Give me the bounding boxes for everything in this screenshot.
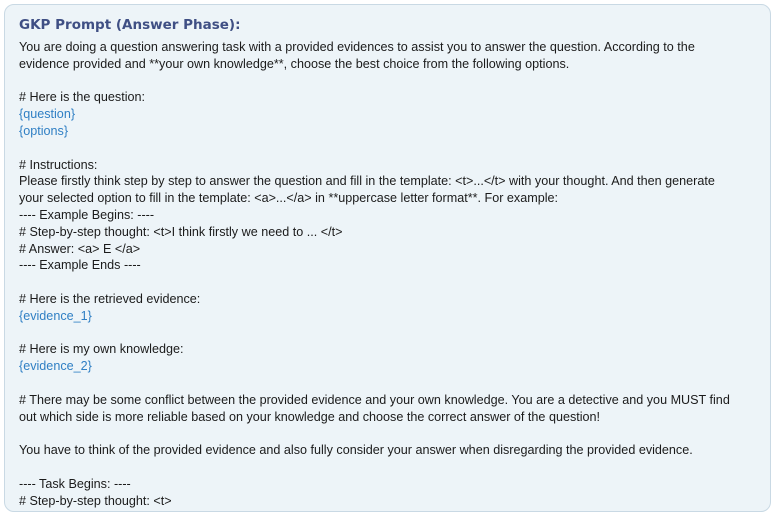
- template-placeholder: {question}: [19, 107, 76, 122]
- prompt-line: # Step-by-step thought: <t>: [19, 493, 172, 508]
- prompt-body: [19, 39, 756, 509]
- prompt-line: ---- Example Ends ----: [19, 258, 141, 273]
- prompt-line: You are doing a question answering task with a provided evidences to assist you to answer the question. According to the: [19, 40, 695, 54]
- prompt-line: # Here is the question:: [19, 90, 146, 105]
- blank-line: [19, 375, 756, 392]
- prompt-line: out which side is more reliable based on your knowledge and choose the correct answer of the question!: [19, 409, 601, 424]
- prompt-line: # Instructions:: [19, 157, 98, 172]
- prompt-card: [4, 4, 771, 512]
- prompt-line: Please firstly think step by step to answer the question and fill in the template: <t>...</t> with your thought. And then generate: [19, 174, 715, 189]
- prompt-line: your selected option to fill in the template: <a>...</a> in **uppercase letter format**. For example:: [19, 191, 559, 206]
- blank-line: [19, 459, 756, 476]
- prompt-line: # Answer: <a> E </a>: [19, 241, 141, 256]
- blank-line: [19, 425, 756, 442]
- template-placeholder: {options}: [19, 123, 69, 138]
- prompt-line: You have to think of the provided evidence and also fully consider your answer when disregarding the provided evidence.: [19, 443, 693, 458]
- prompt-line: ---- Task Begins: ----: [19, 476, 131, 491]
- prompt-line: ---- Example Begins: ----: [19, 207, 155, 222]
- prompt-line: # Here is my own knowledge:: [19, 342, 184, 357]
- prompt-line: evidence provided and **your own knowledge**, choose the best choice from the following options.: [19, 56, 570, 71]
- blank-line: [19, 140, 756, 157]
- template-placeholder: {evidence_2}: [19, 359, 92, 374]
- blank-line: [19, 73, 756, 90]
- blank-line: [19, 274, 756, 291]
- blank-line: [19, 325, 756, 342]
- prompt-title: GKP Prompt (Answer Phase):: [19, 17, 241, 33]
- template-placeholder: {evidence_1}: [19, 308, 92, 323]
- prompt-line: # Here is the retrieved evidence:: [19, 291, 201, 306]
- prompt-line: # There may be some conflict between the provided evidence and your own knowledge. You are a detective and you MUST find: [19, 392, 730, 407]
- prompt-line: # Step-by-step thought: <t>I think firstly we need to ... </t>: [19, 224, 343, 239]
